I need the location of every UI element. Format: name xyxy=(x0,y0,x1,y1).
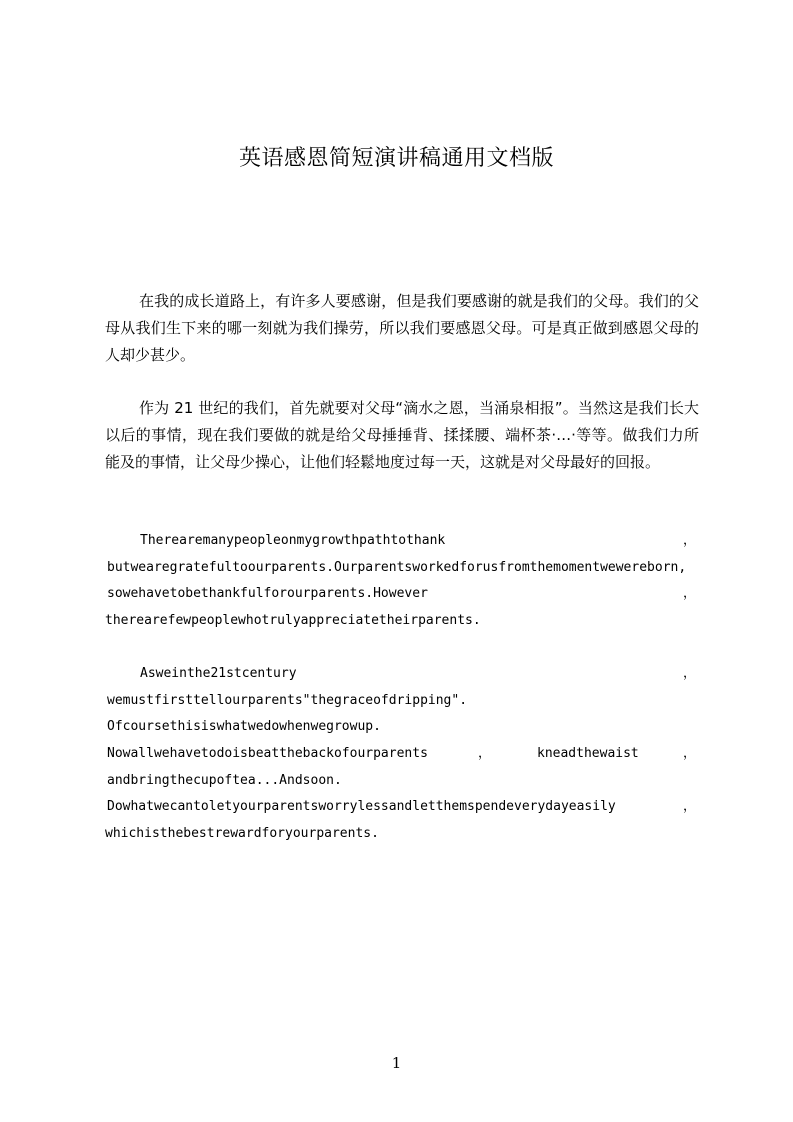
english-p2-line-4: Nowallwehavetodoisbeatthebackofourparents xyxy=(107,746,428,761)
english-p1-line-4: therearefewpeoplewhotrulyappreciatetheirparents. xyxy=(105,613,481,628)
english-p2-line-4-comma-a: ， xyxy=(478,746,492,761)
english-p2-line-1-comma: ， xyxy=(683,666,697,681)
english-p1-line-3-comma: ， xyxy=(683,586,697,601)
english-p1-line-1: Therearemanypeopleonmygrowthpathtothank xyxy=(140,533,446,548)
english-p2-line-6: Dowhatwecantoletyourparentsworrylessandletthemspendeverydayeasily xyxy=(107,799,616,814)
english-p1-line-1-comma: ， xyxy=(683,533,697,548)
page-number: 1 xyxy=(391,1054,402,1072)
english-p2-line-2: wemustfirsttellourparents"thegraceofdripping". xyxy=(107,693,468,708)
english-p2-line-4-part-b: kneadthewaist xyxy=(537,746,639,761)
chinese-paragraph-2: 作为 21 世纪的我们，首先就要对父母“滴水之恩，当涌泉相报”。当然这是我们长大以后的事情，现在我们要做的就是给父母捶捶背、揉揉腰、端杯茶·…·等等。做我们力所能及的事情，让父母少操心，让他们轻鬆地度过每一天，这就是对父母最好的回报。 xyxy=(105,399,699,471)
document-title: 英语感恩简短演讲稿通用文档版 xyxy=(238,146,554,171)
english-p2-line-7: whichisthebestrewardforyourparents. xyxy=(105,826,379,841)
english-p2-line-5: andbringthecupoftea...Andsoon. xyxy=(107,773,342,788)
english-p2-line-3: Ofcoursethisiswhatwedowhenwegrowup. xyxy=(107,719,381,734)
english-p2-line-4-comma-b: ， xyxy=(683,746,697,761)
chinese-paragraph-1: 在我的成长道路上，有许多人要感谢，但是我们要感谢的就是我们的父母。我们的父母从我们生下来的哪一刻就为我们操劳，所以我们要感恩父母。可是真正做到感恩父母的人却少甚少。 xyxy=(105,292,699,364)
english-p2-line-6-comma: ， xyxy=(683,799,697,814)
english-p1-line-3: sowehavetobethankfulforourparents.However xyxy=(107,586,428,601)
english-p2-line-1: Asweinthe21stcentury xyxy=(140,666,297,681)
english-p1-line-2: butwearegratefultoourparents.Ourparentsworkedforusfromthemomentwewereborn, xyxy=(107,560,687,575)
